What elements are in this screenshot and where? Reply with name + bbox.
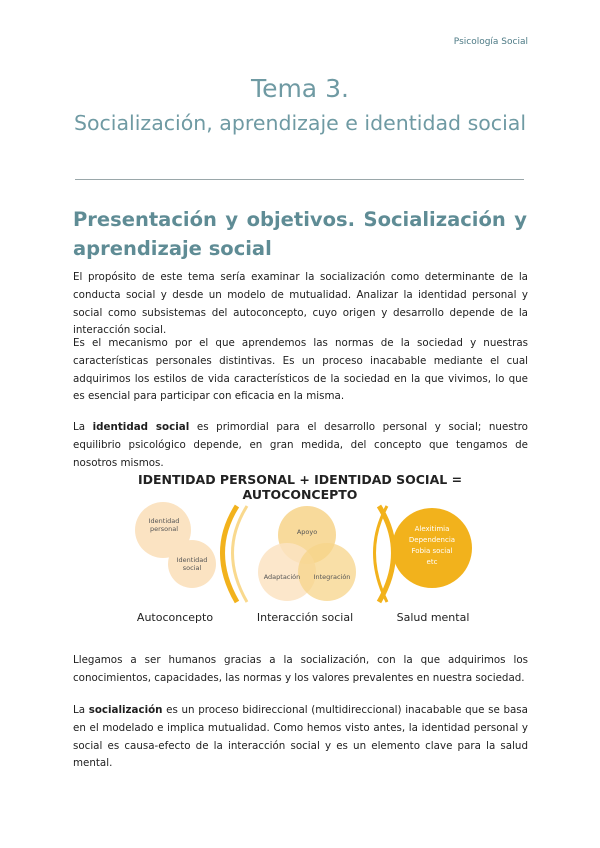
bracket-left-shadow [233,506,248,602]
bold-term-socializacion: socialización [88,704,163,716]
header-section-tag: Psicología Social [453,37,528,47]
chapter-number-title: Tema 3. [251,74,349,103]
paragraph-humanos: Llegamos a ser humanos gracias a la socialización, con la que adquirimos los conocimientos, capacidades, las normas y los valores prevalentes en nuestra sociedad. [73,654,528,684]
title-divider [75,179,524,180]
text-identidad-social: Identidad social [176,556,208,572]
label-salud-mental: Salud mental [396,611,470,624]
autoconcepto-diagram [90,472,510,632]
text-adaptacion: Adaptación [263,573,301,581]
text-identidad-personal: Identidad personal [148,517,180,533]
text-salud-items: Alexitimia Dependencia Fobia social etc [408,525,456,566]
paragraph-identidad-social: La identidad social es primordial para el desarrollo personal y social; nuestro equilibrio psicológico depende, en gran medida, del concepto que tengamos de nosotros mismos. [73,421,528,469]
section-heading: Presentación y objetivos. Socialización y aprendizaje social [73,208,527,260]
paragraph-purpose: El propósito de este tema sería examinar la socialización como determinante de la conducta social y desde un modelo de mutualidad. Analizar la identidad personal y social como subsistemas del autoconcepto, cuyo origen y desarrollo depende de la interacción social. [73,271,528,337]
label-interaccion-social: Interacción social [256,611,354,624]
bold-term-identidad-social: identidad social [92,421,190,433]
chapter-subtitle: Socialización, aprendizaje e identidad social [73,111,527,135]
bracket-left [223,506,238,602]
paragraph-mechanism: Es el mecanismo por el que aprendemos las normas de la sociedad y nuestras características personales distintivas. Es un proceso inacabable mediante el cual adquirimos los estilos de vida característicos de la sociedad en la que vivimos, lo que es esencial para participar con eficacia en la misma. [73,337,528,403]
text-integracion: Integración [313,573,351,581]
text-apoyo: Apoyo [296,528,318,536]
label-autoconcepto: Autoconcepto [136,611,214,624]
paragraph-socializacion: La socialización es un proceso bidireccional (multidireccional) inacabable que se basa en el modelado e implica mutualidad. Como hemos visto antes, la identidad personal y social es causa-efecto de la interacción social y es un elemento clave para la salud mental. [73,704,528,770]
circle-integracion [298,543,356,601]
diagram-title: IDENTIDAD PERSONAL + IDENTIDAD SOCIAL = AUTOCONCEPTO [137,472,463,502]
